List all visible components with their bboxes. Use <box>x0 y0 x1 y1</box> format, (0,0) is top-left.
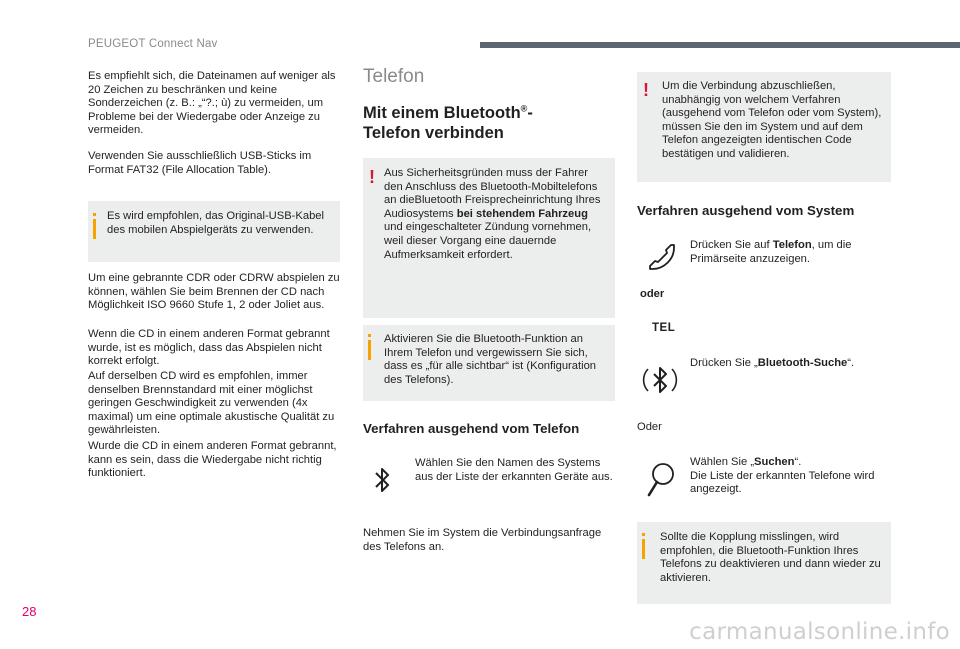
pairing-failed-text: Sollte die Kopplung misslingen, wird empfohlen, die Bluetooth-Funktion Ihres Telefons zu deaktivieren und dann wieder zu aktivieren. <box>660 531 881 584</box>
cd-other-format-paragraph: Wenn die CD in einem anderen Format gebrannt wurde, ist es möglich, dass das Abspielen nicht korrekt erfolgt. <box>88 328 330 368</box>
cd-burn-standard-paragraph: Auf derselben CD wird es empfohlen, immer denselben Brennstandard mit einer möglichst geringen Geschwindigkeit zu verwenden (4x maximal) um eine optimale akustische Qualität zu gewährleisten. <box>88 370 335 437</box>
warning-icon: ! <box>643 80 649 100</box>
pairing-failed-info-box <box>637 522 891 604</box>
section-title: Telefon <box>363 66 425 87</box>
safety-warning-box <box>363 158 615 318</box>
system-step-press-telefon: Drücken Sie auf Telefon, um die Primärseite anzuzeigen. <box>690 239 852 265</box>
phone-icon <box>645 240 677 272</box>
oder-label: oder <box>640 288 665 300</box>
system-step-bluetooth-search: Drücken Sie „Bluetooth-Suche“. <box>690 357 855 369</box>
safety-warning-text: Aus Sicherheitsgründen muss der Fahrer den Anschluss des Bluetooth-Mobiltelefons an dieBluetooth Freisprecheinrichtung Ihres Audiosystems bei stehendem Fahrzeug und eingeschalteter Zündung vornehmen, weil dieser Vorgang eine dauernde Aufmerksamkeit erfordert. <box>384 167 601 261</box>
system-procedure-heading: Verfahren ausgehend vom System <box>637 203 855 218</box>
tel-button-label: TEL <box>652 322 676 334</box>
phone-procedure-heading: Verfahren ausgehend vom Telefon <box>363 421 580 436</box>
page-number: 28 <box>22 604 37 619</box>
usb-cable-info-text: Es wird empfohlen, das Original-USB-Kabel des mobilen Abspielgeräts zu verwenden. <box>107 210 325 236</box>
header-bar <box>480 42 960 48</box>
bluetooth-search-icon <box>640 360 680 400</box>
bluetooth-activate-text: Aktivieren Sie die Bluetooth-Funktion an Ihrem Telefon und vergewissern Sie sich, dass es „für alle sichtbar“ ist (Konfiguration des Telefons). <box>384 333 597 386</box>
warning-icon: ! <box>369 167 375 187</box>
watermark: carmanualsonline.info <box>689 619 950 645</box>
info-icon <box>93 219 96 239</box>
oder-label-2: Oder <box>637 421 662 433</box>
usb-filename-paragraph: Es empfiehlt sich, die Dateinamen auf weniger als 20 Zeichen zu beschränken und keine Sonderzeichen (z. B.: „“?.; ù) zu vermeiden, um Probleme bei der Wiedergabe oder Anzeige zu vermeiden. <box>88 70 336 137</box>
header-title: PEUGEOT Connect Nav <box>88 38 218 50</box>
info-icon <box>368 340 371 360</box>
pairing-code-warning-box <box>637 72 891 182</box>
usb-format-paragraph: Verwenden Sie ausschließlich USB-Sticks im Format FAT32 (File Allocation Table). <box>88 150 312 176</box>
usb-cable-info-box <box>88 201 340 262</box>
system-step-suchen: Wählen Sie „Suchen“. Die Liste der erkannten Telefone wird angezeigt. <box>690 456 875 496</box>
search-icon <box>643 460 679 498</box>
bluetooth-activate-info-box <box>363 325 615 401</box>
pairing-code-warning-text: Um die Verbindung abzuschließen, unabhängig von welchem Verfahren (ausgehend vom Telefon oder vom System), müssen Sie den im System und auf dem Telefon angezeigten identischen Code bestätigen und validieren. <box>662 80 882 160</box>
cd-playback-paragraph: Wurde die CD in einem anderen Format gebrannt, kann es sein, dass die Wiedergabe nicht richtig funktioniert. <box>88 440 337 480</box>
cd-format-paragraph: Um eine gebrannte CDR oder CDRW abspielen zu können, wählen Sie beim Brennen der CD nach Möglichkeit ISO 9660 Stufe 1, 2 oder Joliet aus. <box>88 272 340 312</box>
bluetooth-heading: Mit einem Bluetooth®- Telefon verbinden <box>363 103 533 142</box>
phone-step-select-system: Wählen Sie den Namen des Systems aus der Liste der erkannten Geräte aus. <box>415 457 613 483</box>
phone-step-accept-request: Nehmen Sie im System die Verbindungsanfrage des Telefons an. <box>363 527 602 553</box>
bluetooth-icon <box>370 463 394 497</box>
info-icon <box>642 539 645 559</box>
